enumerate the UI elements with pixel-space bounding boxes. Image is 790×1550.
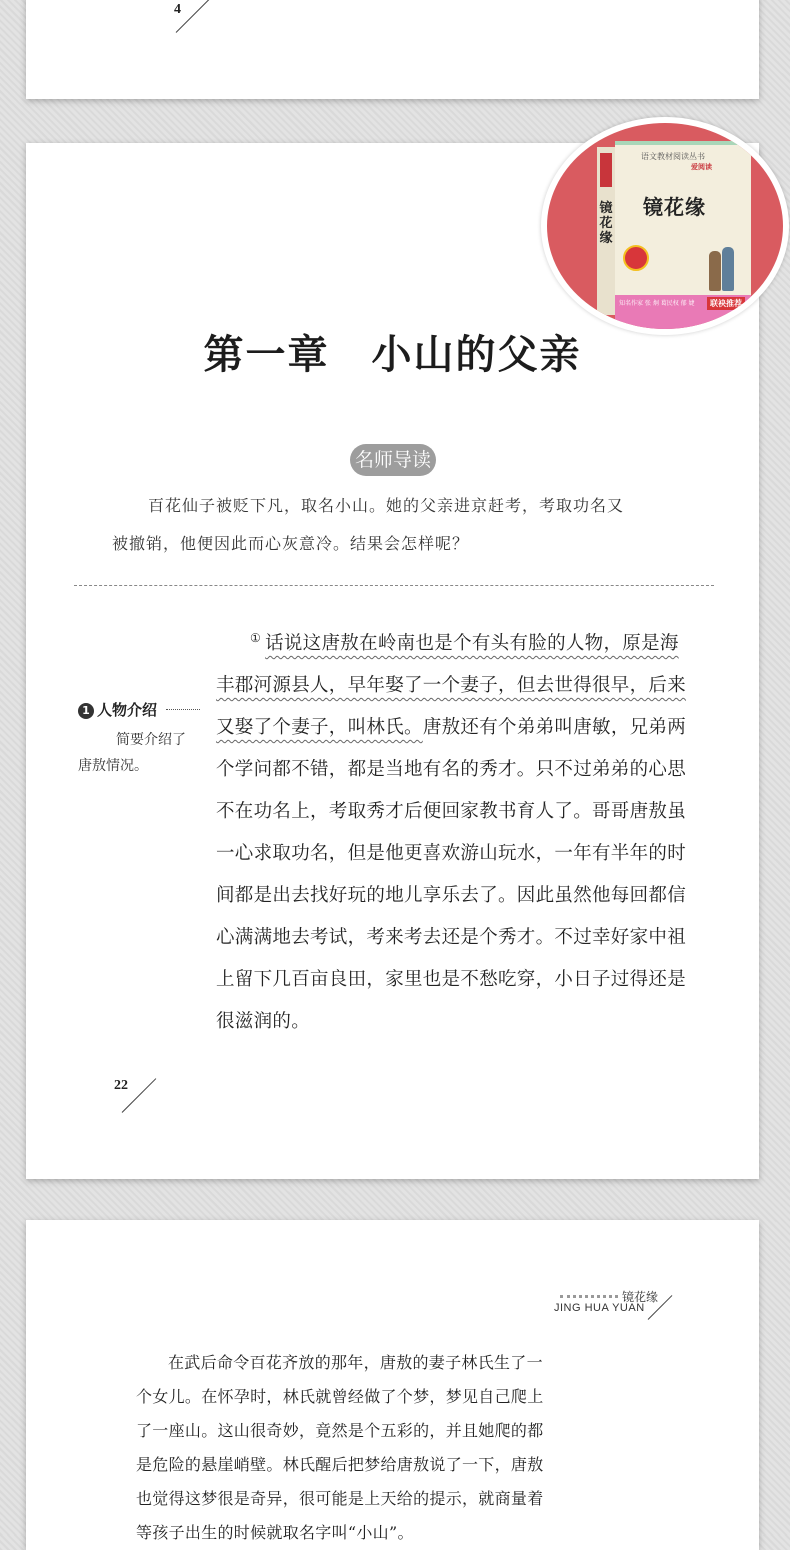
figure-shape bbox=[709, 251, 721, 291]
spine-title: 镜花缘 bbox=[599, 201, 613, 246]
page-number: 4 bbox=[174, 2, 181, 17]
body-line: 间都是出去找好玩的地儿享乐去了。因此虽然他每回都信 bbox=[216, 885, 687, 906]
book-front bbox=[615, 141, 751, 319]
page-bottom bbox=[26, 1220, 759, 1550]
recommend-tag: 联袂推荐 bbox=[707, 297, 745, 310]
sidenote-line: 简要介绍了 bbox=[116, 732, 186, 748]
book-spine bbox=[597, 147, 616, 315]
body-line-3 bbox=[216, 713, 686, 739]
footnote-marker: ① bbox=[250, 631, 262, 645]
page-number: 22 bbox=[114, 1078, 128, 1093]
figure-shape bbox=[722, 247, 734, 291]
intro-badge: 名师导读 bbox=[350, 444, 436, 476]
intro-line: 百花仙子被贬下凡，取名小山。她的父亲进京赶考，考取功名又 bbox=[148, 496, 625, 515]
body-line: 是危险的悬崖峭壁。林氏醒后把梦给唐敖说了一下，唐敖 bbox=[136, 1455, 544, 1474]
body-line: 一心求取功名，但是他更喜欢游山玩水，一年有半年的时 bbox=[216, 843, 687, 864]
series-name: 语文教材阅读丛书 bbox=[641, 152, 705, 161]
body-line-text: 丰郡河源县人，早年娶了一个妻子，但去世得很早，后来 bbox=[216, 675, 687, 696]
body-line: 个女儿。在怀孕时，林氏就曾经做了个梦，梦见自己爬上 bbox=[136, 1387, 544, 1406]
body-line: 很滋润的。 bbox=[216, 1011, 311, 1032]
intro-line: 被撤销，他便因此而心灰意冷。结果会怎样呢？ bbox=[112, 534, 470, 553]
band-text: 知名作家 张 炯 葛民权 郁 婕 bbox=[619, 300, 695, 307]
running-head-pinyin: JING HUA YUAN bbox=[554, 1302, 645, 1314]
sidenote-number: 1 bbox=[78, 703, 94, 719]
section-divider bbox=[74, 585, 714, 586]
chapter-title: 第一章 小山的父亲 bbox=[203, 331, 582, 378]
body-line-text: 唐敖还有个弟弟叫唐敏，兄弟两 bbox=[422, 717, 687, 738]
body-line: 等孩子出生的时候就取名字叫“小山”。 bbox=[136, 1523, 414, 1542]
brand-label: 爱阅读 bbox=[691, 163, 712, 171]
body-line-text: 话说这唐敖在岭南也是个有头有脸的人物，原是海 bbox=[265, 633, 679, 654]
book-cover-image bbox=[597, 135, 757, 335]
body-line: 个学问都不错，都是当地有名的秀才。只不过弟弟的心思 bbox=[216, 759, 687, 780]
edition-badge bbox=[623, 245, 649, 271]
body-line: 在武后命令百花齐放的那年，唐敖的妻子林氏生了一 bbox=[168, 1353, 543, 1372]
body-line-1 bbox=[250, 629, 679, 655]
book-cover-badge bbox=[541, 117, 789, 335]
cover-title: 镜花缘 bbox=[643, 195, 706, 219]
running-head-title: 镜花缘 bbox=[622, 1290, 659, 1304]
body-line: 了一座山。这山很奇妙，竟然是个五彩的，并且她爬的都 bbox=[136, 1421, 544, 1440]
body-line: 心满满地去考试，考来考去还是个秀才。不过幸好家中祖 bbox=[216, 927, 687, 948]
cover-band bbox=[615, 295, 751, 329]
body-line-underlined: 又娶了个妻子，叫林氏。 bbox=[216, 717, 423, 738]
body-line-2 bbox=[216, 671, 686, 697]
running-head-dots bbox=[560, 1295, 618, 1298]
cover-illustration bbox=[707, 243, 737, 295]
sidenote-line: 唐敖情况。 bbox=[78, 758, 148, 774]
sidenote-heading bbox=[78, 699, 157, 720]
body-line: 也觉得这梦很是奇异，很可能是上天给的提示，就商量着 bbox=[136, 1489, 544, 1508]
spine-label bbox=[600, 153, 612, 187]
sidenote-title: 人物介绍 bbox=[97, 701, 158, 719]
sidenote-leader bbox=[166, 709, 200, 710]
body-line: 不在功名上，考取秀才后便回家教书育人了。哥哥唐敖虽 bbox=[216, 801, 687, 822]
page-top bbox=[26, 0, 759, 99]
body-line: 上留下几百亩良田，家里也是不愁吃穿，小日子过得还是 bbox=[216, 969, 687, 990]
